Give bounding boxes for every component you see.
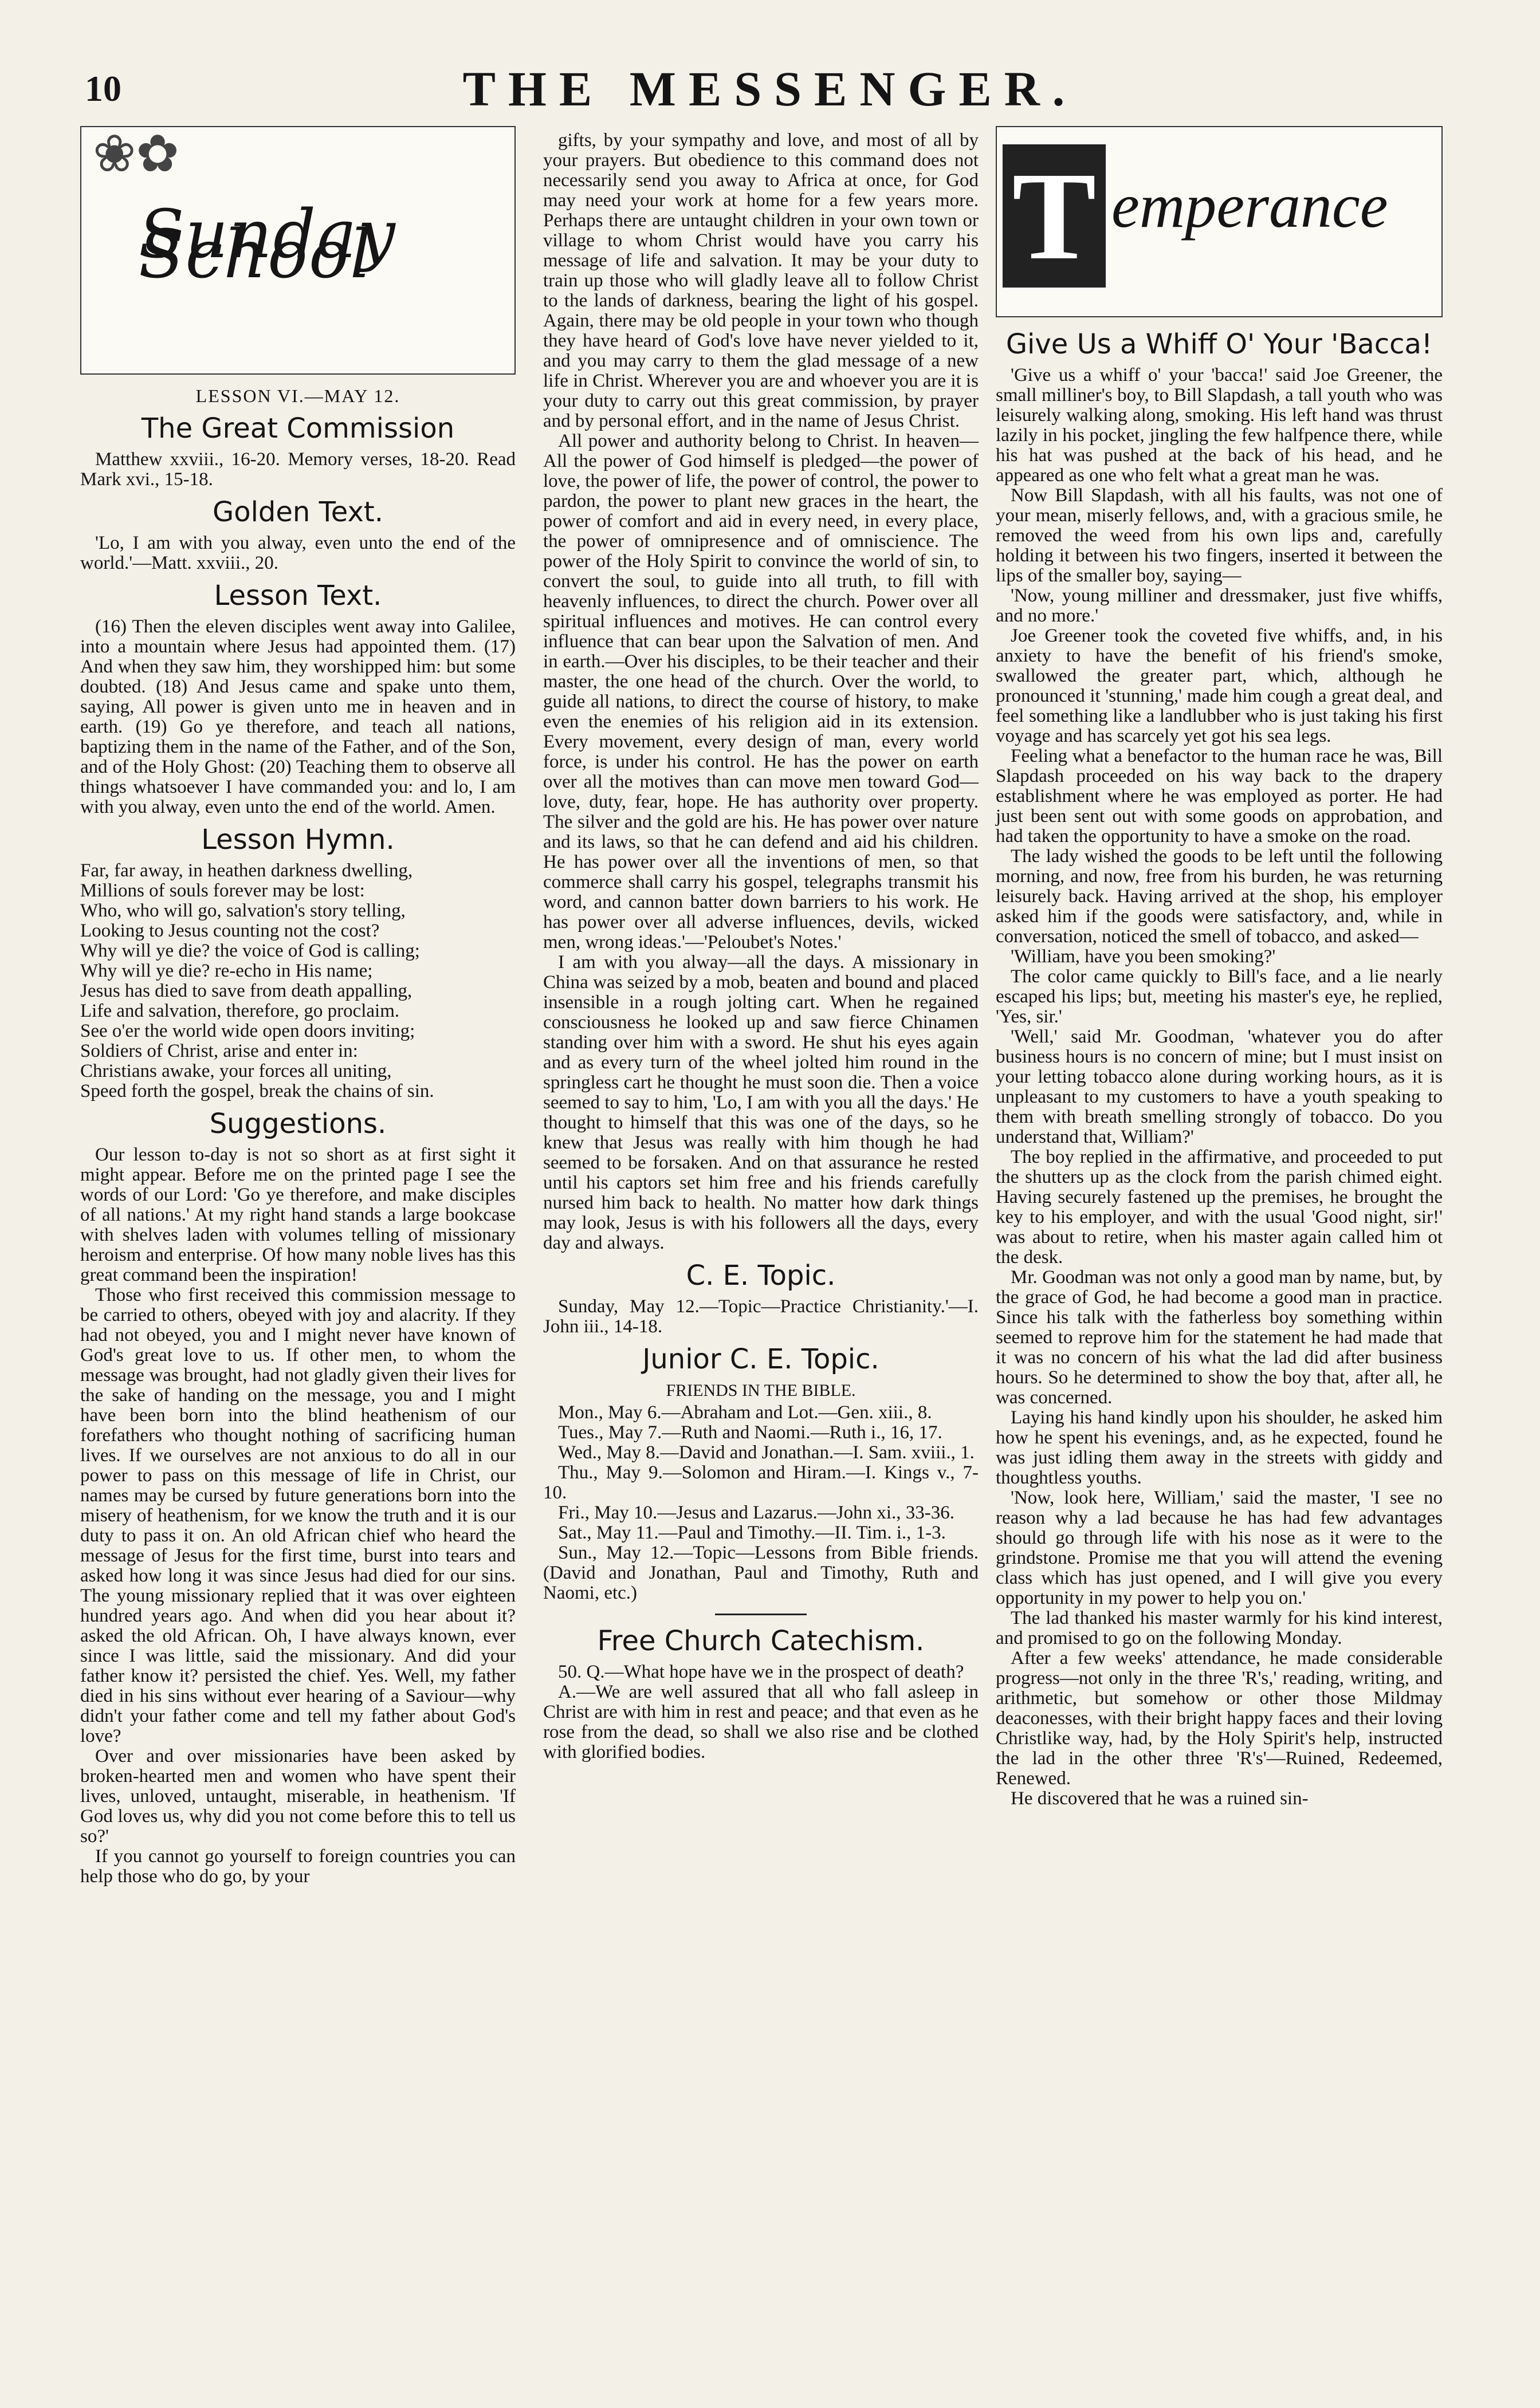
hymn-line: Soldiers of Christ, arise and enter in:: [80, 1041, 358, 1061]
suggestions-paragraph: Those who first received this commission message to be carried to others, obeyed with joy and alacrity. If they had not obeyed, you and I might never have known of God's great love to us. If other men, to whom the message was brought, had not gladly given their lives for the sake of handing on the message, you and I might have been born into the blind heathenism of our forefathers who thought nothing of sacrificing human lives. If we ourselves are not anxious to do all in our power to pass on this message of life in Christ, our names may be cursed by future generations born into the misery of heathenism, for we know the truth and it is our duty to pass it on. An old African chief who heard the message of Jesus for the first time, burst into tears and asked how long it was since Jesus had died for our sins. The young missionary replied that it was over eighteen hundred years ago. And when did you hear about it? asked the old African. Oh, I have always known, ever since I was little, said the missionary. And did your father know it? persisted the chief. Yes. Well, my father died in his sins without ever hearing of a Saviour—why didn't your father come and tell my father about God's love?: [80, 1285, 516, 1746]
scripture-reference: Matthew xxviii., 16-20. Memory verses, 18-20. Read Mark xvi., 15-18.: [80, 449, 516, 490]
lesson-hymn-heading: Lesson Hymn.: [201, 824, 395, 856]
catechism-question: 50. Q.—What hope have we in the prospect of death?: [558, 1662, 964, 1682]
hymn-line: Why will ye die? re-echo in His name;: [80, 961, 373, 981]
ce-topic: Sunday, May 12.—Topic—Practice Christianity.'—I. John iii., 14-18.: [543, 1296, 979, 1337]
temperance-banner: [996, 126, 1443, 317]
divider: [715, 1614, 807, 1615]
ce-topic-heading: C. E. Topic.: [686, 1260, 836, 1292]
banner-title: Sunday School: [139, 196, 396, 293]
catechism-heading: Free Church Catechism.: [597, 1625, 925, 1657]
sunday-school-banner: [80, 126, 516, 375]
junior-ce-heading: Junior C. E. Topic.: [642, 1343, 879, 1375]
banner-initial: T: [1003, 144, 1106, 288]
story-paragraph: Feeling what a benefactor to the human race he was, Bill Slapdash proceeded on his way back to the drapery establishment where he was employed as porter. He had just been sent out with some goods on approbation, and had taken the opportunity to have a smoke on the road.: [996, 746, 1443, 847]
junior-item: Wed., May 8.—David and Jonathan.—I. Sam. xviii., 1.: [558, 1442, 975, 1463]
story-paragraph: The lad thanked his master warmly for his kind interest, and promised to go on the following Monday.: [996, 1608, 1443, 1648]
hymn-line: Who, who will go, salvation's story telling,: [80, 900, 406, 921]
suggestions-paragraph: If you cannot go yourself to foreign countries you can help those who do go, by your: [80, 1846, 516, 1887]
story-paragraph: The lady wished the goods to be left until the following morning, and now, free from his burden, he was returning leisurely back. Having arrived at the shop, his employer asked him if the goods were satisfactory, and, while in conversation, noticed the smell of tobacco, and asked—: [996, 846, 1443, 947]
catechism-answer: A.—We are well assured that all who fall asleep in Christ are with him in rest and peace; and that even as he rose from the dead, so shall we also rise and be clothed with glorified bodies.: [543, 1682, 979, 1762]
junior-item: Sat., May 11.—Paul and Timothy.—II. Tim. i., 1-3.: [558, 1522, 946, 1543]
hymn-line: Why will ye die? the voice of God is calling;: [80, 941, 420, 961]
story-title: Give Us a Whiff O' Your 'Bacca!: [1005, 328, 1433, 360]
junior-ce-subheading: FRIENDS IN THE BIBLE.: [666, 1381, 856, 1400]
banner-title-rest: emperance: [1111, 171, 1388, 241]
junior-item: Thu., May 9.—Solomon and Hiram.—I. Kings v., 7-10.: [543, 1462, 979, 1503]
page-number: 10: [85, 68, 121, 109]
story-paragraph: Mr. Goodman was not only a good man by name, but, by the grace of God, he had become a good man in practice. Since his talk with the fatherless boy something within seemed to reprove him for the statement he had made that it was no concern of his what the lad did after business hours. So he determined to show the boy that, after all, he was concerned.: [996, 1267, 1443, 1408]
story-paragraph: 'Now, look here, William,' said the master, 'I see no reason why a lad because he has had few advantages should go through life with his nose as it were to the grindstone. Promise me that you will attend the evening class which has just opened, and I will give you every opportunity in my power to help you on.': [996, 1488, 1443, 1608]
hymn-line: Jesus has died to save from death appalling,: [80, 981, 412, 1001]
story-paragraph: 'Now, young milliner and dressmaker, just five whiffs, and no more.': [996, 585, 1443, 626]
hymn-line: See o'er the world wide open doors inviting;: [80, 1021, 415, 1041]
story-paragraph: Joe Greener took the coveted five whiffs, and, in his anxiety to have the benefit of his friend's smoke, swallowed the greater part, which, although he pronounced it 'stunning,' made him cough a great deal, and feel something like a landlubber who is just taking his first voyage and has scarcely yet got his sea legs.: [996, 625, 1443, 746]
hymn-line: Speed forth the gospel, break the chains of sin.: [80, 1081, 434, 1101]
lesson-text-heading: Lesson Text.: [214, 580, 382, 612]
junior-item: Mon., May 6.—Abraham and Lot.—Gen. xiii., 8.: [558, 1402, 932, 1423]
story-paragraph: He discovered that he was a ruined sin-: [1011, 1788, 1309, 1809]
column-temperance: [996, 126, 1443, 1809]
junior-item: Fri., May 10.—Jesus and Lazarus.—John xi., 33-36.: [558, 1502, 955, 1523]
lesson-title: The Great Commission: [141, 412, 455, 444]
hymn-line: Millions of souls forever may be lost:: [80, 880, 365, 901]
story-paragraph: Laying his hand kindly upon his shoulder, he asked him how he spent his evenings, and, as he expected, found he was just idling them away in the streets with giddy and thoughtless youths.: [996, 1407, 1443, 1488]
article-paragraph: All power and authority belong to Christ. In heaven—All the power of God himself is pledged—the power of love, the power of life, the power of control, the power to pardon, the power to plant new graces in the heart, the power of comfort and aid in every need, in every place, the power of omnipresence and of omniscience. The power of the Holy Spirit to convince the world of sin, to convert the soul, to guide into all truth, to fill with heavenly influences, to direct the church. Power over all spiritual influences and motives. He can control every influence that can bear upon the Salvation of men. And in earth.—Over his disciples, to be their teacher and their master, the one head of the church. Over the world, to guide all nations, to direct the course of history, to make even the enemies of his religion aid in its extension. Every movement, every design of man, every world force, is under his control. He has the power on earth over all the motives than can move men toward God—love, duty, fear, hope. He has authority over property. The silver and the gold are his. He has power over nature and its laws, so that he can defend and aid his children. He has power over all the inventions of men, so that commerce shall carry his gospel, telegraphs transmit his word, and cannon batter down barriers to his work. He has power over all adverse influences, devils, wicked men, wrong ideas.'—'Peloubet's Notes.': [543, 431, 979, 953]
lesson-number: LESSON VI.—MAY 12.: [195, 385, 400, 406]
story-paragraph: 'Give us a whiff o' your 'bacca!' said Joe Greener, the small milliner's boy, to Bill Slapdash, a tall youth who was leisurely walking along, smoking. His left hand was thrust lazily in his pocket, jingling the few halfpence there, while his hat was pushed at the back of his head, and he appeared as one who felt what a great man he was.: [996, 365, 1443, 486]
suggestions-paragraph: Over and over missionaries have been asked by broken-hearted men and women who have spent their lives, unloved, untaught, miserable, in heathenism. 'If God loves us, why did you not come before this to tell us so?': [80, 1746, 516, 1847]
hymn-line: Life and salvation, therefore, go proclaim.: [80, 1001, 400, 1021]
lesson-hymn: [80, 861, 516, 1101]
hymn-line: Looking to Jesus counting not the cost?: [80, 920, 380, 941]
story-paragraph: 'Well,' said Mr. Goodman, 'whatever you do after business hours is no concern of mine; but I must insist on your letting tobacco alone during working hours, as it is unpleasant to my customers to have a youth speaking to them with breath smelling strongly of tobacco. Do you understand that, William?': [996, 1026, 1443, 1147]
lily-ornament-icon: ❀✿: [93, 126, 179, 183]
article-paragraph: gifts, by your sympathy and love, and most of all by your prayers. But obedience to this command does not necessarily send you away to Africa at once, for God may need your work at home for a few years more. Perhaps there are untaught children in your own town or village to whom Christ would have you carry his message of life and salvation. It may be your duty to train up those who will gladly leave all to follow Christ to the lands of darkness, bearing the light of his gospel. Again, there may be old people in your town who though they have heard of God's love have never yielded to it, and you may carry to them the glad message of a new life in Christ. Wherever you are and whoever you are it is your duty to carry out this great commission, by prayer and by personal effort, and in the name of Jesus Christ.: [543, 130, 979, 431]
story-paragraph: The color came quickly to Bill's face, and a lie nearly escaped his lips; but, meeting his master's eye, he replied, 'Yes, sir.': [996, 966, 1443, 1027]
lesson-text: (16) Then the eleven disciples went away into Galilee, into a mountain where Jesus had appointed them. (17) And when they saw him, they worshipped him: but some doubted. (18) And Jesus came and spake unto them, saying, All power is given unto me in heaven and in earth. (19) Go ye therefore, and teach all nations, baptizing them in the name of the Father, and of the Son, and of the Holy Ghost: (20) Teaching them to observe all things whatsoever I have commanded you: and lo, I am with you alway, even unto the end of the world. Amen.: [80, 616, 516, 817]
golden-text-heading: Golden Text.: [213, 496, 383, 528]
column-sunday-school: [80, 126, 516, 1887]
hymn-line: Far, far away, in heathen darkness dwelling,: [80, 860, 413, 881]
story-paragraph: 'William, have you been smoking?': [1011, 946, 1276, 967]
hymn-line: Christians awake, your forces all uniting,: [80, 1061, 392, 1081]
story-paragraph: After a few weeks' attendance, he made considerable progress—not only in the three 'R's,' reading, writing, and arithmetic, but somehow or other those Mildmay deaconesses, with their bright happy faces and their loving Christlike way, had, by the Holy Spirit's help, instructed the lad in the other three 'R's'—Ruined, Redeemed, Renewed.: [996, 1648, 1443, 1789]
junior-item: Tues., May 7.—Ruth and Naomi.—Ruth i., 16, 17.: [558, 1422, 942, 1443]
article-paragraph: I am with you alway—all the days. A missionary in China was seized by a mob, beaten and bound and placed insensible in a rough jolting cart. When he regained consciousness he looked up and saw fierce Chinamen standing over him with a sword. He shut his eyes again and as every turn of the wheel jolted him round in the springless cart he thought he must soon die. Then a voice seemed to say to him, 'Lo, I am with you all the days.' He thought to himself that this was one of the days, so he knew that Jesus was really with him though he had seemed to be forsaken. And on that assurance he rested until his captors set him free and his friends carefully nursed him back to health. No matter how dark things may look, Jesus is with his followers all the days, every day and always.: [543, 952, 979, 1253]
masthead: THE MESSENGER.: [462, 61, 1078, 116]
story-paragraph: The boy replied in the affirmative, and proceeded to put the shutters up as the clock from the parish chimed eight. Having securely fastened up the premises, he brought the key to his employer, and with the usual 'Good night, sir!' was about to retire, when his master again called him ot the desk.: [996, 1147, 1443, 1268]
story-paragraph: Now Bill Slapdash, with all his faults, was not one of your mean, miserly fellows, and, with a gracious smile, he removed the weed from his own lips and, carefully holding it between his two fingers, inserted it between the lips of the smaller boy, saying—: [996, 485, 1443, 586]
suggestions-heading: Suggestions.: [209, 1108, 387, 1140]
suggestions-paragraph: Our lesson to-day is not so short as at first sight it might appear. Before me on the printed page I see the words of our Lord: 'Go ye therefore, and make disciples of all nations.' At my right hand stands a large bookcase with shelves laden with volumes telling of missionary heroism and enterprise. Of how many noble lives has this great command been the inspiration!: [80, 1144, 516, 1285]
column-middle: [543, 131, 979, 1762]
golden-text: 'Lo, I am with you alway, even unto the end of the world.'—Matt. xxviii., 20.: [80, 533, 516, 573]
junior-item: Sun., May 12.—Topic—Lessons from Bible friends. (David and Jonathan, Paul and Timothy, Ruth and Naomi, etc.): [543, 1543, 979, 1603]
